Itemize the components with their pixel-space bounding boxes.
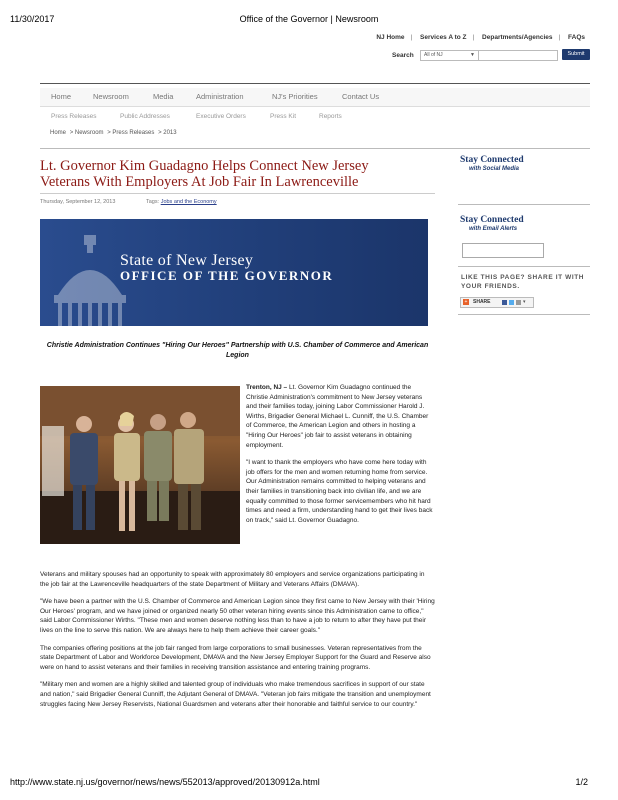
search-scope-value: All of NJ [424, 52, 443, 58]
job-fair-photo [40, 386, 240, 544]
search-scope-select[interactable] [420, 50, 479, 61]
banner-state-name: State of New Jersey [120, 252, 254, 269]
more-icon: ▾ [523, 300, 528, 305]
headline-divider [40, 193, 435, 194]
share-button-label: SHARE [473, 299, 491, 305]
sidebar-divider-3 [458, 314, 590, 315]
subnav-press-releases[interactable]: Press Releases [51, 113, 97, 120]
facebook-icon [502, 300, 507, 305]
breadcrumb-home[interactable]: Home [50, 130, 67, 136]
search-input[interactable] [478, 50, 558, 61]
utility-links: NJ Home | Services A to Z | Departments/Agencies | FAQs [376, 34, 585, 41]
plus-icon: + [464, 299, 468, 305]
article-lead [246, 383, 434, 533]
article-tags [146, 199, 217, 205]
sidebar-social-title[interactable]: Stay Connected [460, 155, 524, 165]
chevron-down-icon: ▼ [470, 52, 475, 58]
nav-administration[interactable]: Administration [196, 92, 244, 101]
sidebar-social-sub[interactable]: with Social Media [469, 166, 520, 172]
article-subtitle: Christie Administration Continues "Hiring Our Heroes" Partnership with U.S. Chamber of Commerce and American Legion [46, 342, 429, 359]
article-headline: Lt. Governor Kim Guadagno Helps Connect New Jersey Veterans With Employers At Job Fair In Lawrenceville [40, 158, 369, 190]
breadcrumb-newsroom[interactable]: > Newsroom [69, 130, 104, 136]
sidebar-divider-2 [458, 266, 590, 267]
subnav-public-addresses[interactable]: Public Addresses [120, 113, 170, 120]
body-paragraph-1: Veterans and military spouses had an opportunity to speak with approximately 80 employers and service organizations participating in the job fair at the Lawrenceville headquarters of the state Department of Military and Veterans Affairs (DMAVA). [40, 571, 425, 588]
nav-home[interactable]: Home [51, 92, 72, 101]
search-submit-button[interactable]: Submit [562, 49, 590, 60]
lead-dateline: Trenton, NJ – [246, 384, 288, 391]
tags-label: Tags: [146, 199, 160, 205]
util-link-departments[interactable]: Departments/Agencies [482, 34, 553, 41]
email-alert-input[interactable] [462, 243, 544, 258]
banner-office-name: OFFICE OF THE GOVERNOR [120, 268, 334, 283]
lead-paragraph-2: "I want to thank the employers who have come here today with job offers for the men and women returning home from service. Our Administration remains committed to helping veterans and their families in transitioning back into civilian life, and we are equally committed to those former servicemembers who hit hard times and need a firm, understanding hand to get their lives back on track," said Lt. Governor Guadagno. [246, 459, 433, 524]
print-date: 11/30/2017 [10, 14, 55, 24]
main-nav [40, 88, 590, 107]
twitter-icon [509, 300, 514, 305]
share-button[interactable] [460, 297, 534, 308]
lead-paragraph-1 [246, 383, 434, 450]
nav-nj-priorities[interactable]: NJ's Priorities [272, 92, 318, 101]
subnav-executive-orders[interactable]: Executive Orders [196, 113, 246, 120]
print-page-number: 1/2 [575, 777, 588, 787]
article-meta [40, 199, 217, 205]
subnav-reports[interactable]: Reports [319, 113, 342, 120]
breadcrumb-press-releases[interactable]: > Press Releases [107, 130, 155, 136]
sidebar-email-title[interactable]: Stay Connected [460, 215, 524, 225]
sidebar-email-sub[interactable]: with Email Alerts [469, 226, 518, 232]
content-divider [40, 148, 590, 149]
sidebar-divider [458, 204, 590, 205]
print-footer-url: http://www.state.nj.us/governor/news/news/552013/approved/20130912a.html [10, 777, 320, 787]
article-body [40, 570, 435, 717]
util-link-faqs[interactable]: FAQs [568, 34, 585, 41]
group-photo-illustration [40, 386, 240, 544]
nav-media[interactable]: Media [153, 92, 174, 101]
lead-paragraph-1-text: Lt. Governor Kim Guadagno continued the Christie Administration's commitment to New Jersey veterans and their families today, joining Labor Commissioner Harold J. Wirths, Brigadier General Michael L. Cunniff, the U.S. Chamber of Commerce, the American Legion and others in hosting a "Hiring Our Heroes" job fair to assist veterans in obtaining employment. [246, 384, 429, 449]
util-link-services[interactable]: Services A to Z [420, 34, 467, 41]
article-date: Thursday, September 12, 2013 [40, 199, 116, 205]
breadcrumb-2013[interactable]: > 2013 [158, 130, 177, 136]
search-label: Search [392, 52, 414, 59]
tag-link[interactable]: Jobs and the Economy [160, 199, 217, 205]
header-divider [40, 83, 590, 84]
email-icon [516, 300, 521, 305]
body-paragraph-4: "Military men and women are a highly skilled and talented group of individuals who make tremendous sacrifices in support of our state and nation," said Brigadier General Cunniff, the Adjutant General of DMAVA. "Veteran job fairs mitigate the transition and unemployment struggles facing New Jersey Reservists, National Guardsmen and veterans after their honorable and faithful service to our country." [40, 681, 431, 708]
share-prompt: LIKE THIS PAGE? SHARE IT WITH YOUR FRIENDS. [461, 274, 585, 290]
subnav-press-kit[interactable]: Press Kit [270, 113, 297, 120]
print-page-title: Office of the Governor | Newsroom [239, 14, 379, 24]
body-paragraph-3: The companies offering positions at the job fair ranged from large corporations to small businesses. Veteran representatives from the state Department of Labor and Workforce Development, DMAVA and the New Jersey Employer Support for the Guard and Reserve also were on hand to assist veterans and their families in receiving transition assistance and entering training programs. [40, 644, 431, 671]
breadcrumb [50, 130, 179, 136]
nav-newsroom[interactable]: Newsroom [93, 92, 129, 101]
util-link-nj-home[interactable]: NJ Home [376, 34, 405, 41]
nav-contact-us[interactable]: Contact Us [342, 92, 380, 101]
body-paragraph-2: "We have been a partner with the U.S. Chamber of Commerce and American Legion since they first came to New Jersey with their 'Hiring Our Heroes' program, and we have joined or organized nearly 50 other veteran hiring events since this Administration came to office," said Labor Commissioner Wirths. "These men and women deserve nothing less than to have a job to return to after they have put their lives on the line to serve this nation. We are always here to help them achieve their career goals." [40, 598, 435, 634]
